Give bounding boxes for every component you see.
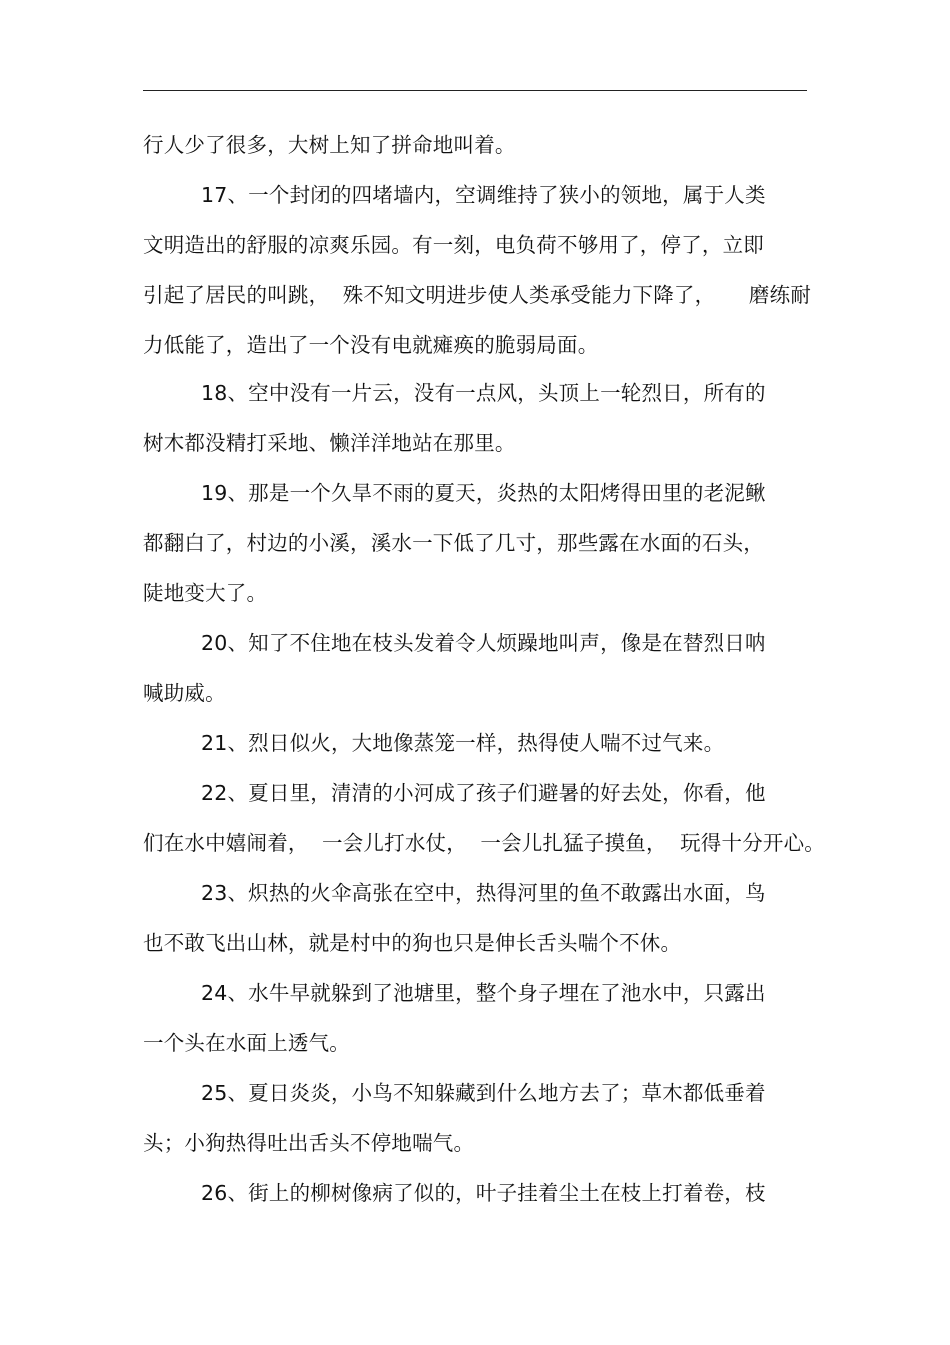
text-line: 26、街上的柳树像病了似的，叶子挂着尘土在枝上打着卷，枝 <box>201 1181 766 1205</box>
text-line: 22、夏日里，清清的小河成了孩子们避暑的好去处，你看，他 <box>201 781 766 805</box>
text-line: 力低能了，造出了一个没有电就瘫痪的脆弱局面。 <box>143 333 599 357</box>
text-line: 文明造出的舒服的凉爽乐园。有一刻，电负荷不够用了，停了，立即 <box>143 233 764 257</box>
text-line: 也不敢飞出山林，就是村中的狗也只是伸长舌头喘个不休。 <box>143 931 682 955</box>
text-line: 24、水牛早就躲到了池塘里，整个身子埋在了池水中，只露出 <box>201 981 766 1005</box>
text-line: 18、空中没有一片云，没有一点风，头顶上一轮烈日，所有的 <box>201 381 766 405</box>
header-rule <box>143 90 807 91</box>
text-line: 25、夏日炎炎，小鸟不知躲藏到什么地方去了；草木都低垂着 <box>201 1081 766 1105</box>
text-line: 陡地变大了。 <box>143 581 268 605</box>
text-line: 一个头在水面上透气。 <box>143 1031 350 1055</box>
text-line: 行人少了很多，大树上知了拼命地叫着。 <box>143 133 516 157</box>
text-line: 20、知了不住地在枝头发着令人烦躁地叫声，像是在替烈日呐 <box>201 631 766 655</box>
text-line: 树木都没精打采地、懒洋洋地站在那里。 <box>143 431 516 455</box>
text-line: 17、一个封闭的四堵墙内，空调维持了狭小的领地，属于人类 <box>201 183 766 207</box>
text-line: 都翻白了，村边的小溪，溪水一下低了几寸，那些露在水面的石头， <box>143 531 764 555</box>
text-line: 头；小狗热得吐出舌头不停地喘气。 <box>143 1131 475 1155</box>
text-line: 23、炽热的火伞高张在空中，热得河里的鱼不敢露出水面，鸟 <box>201 881 766 905</box>
text-line: 19、那是一个久旱不雨的夏天，炎热的太阳烤得田里的老泥鳅 <box>201 481 766 505</box>
text-line: 引起了居民的叫跳， 殊不知文明进步使人类承受能力下降了， 磨练耐 <box>143 283 812 307</box>
text-line: 们在水中嬉闹着， 一会儿打水仗， 一会儿扎猛子摸鱼， 玩得十分开心。 <box>143 831 825 855</box>
text-line: 喊助威。 <box>143 681 226 705</box>
text-line: 21、烈日似火，大地像蒸笼一样，热得使人喘不过气来。 <box>201 731 725 755</box>
